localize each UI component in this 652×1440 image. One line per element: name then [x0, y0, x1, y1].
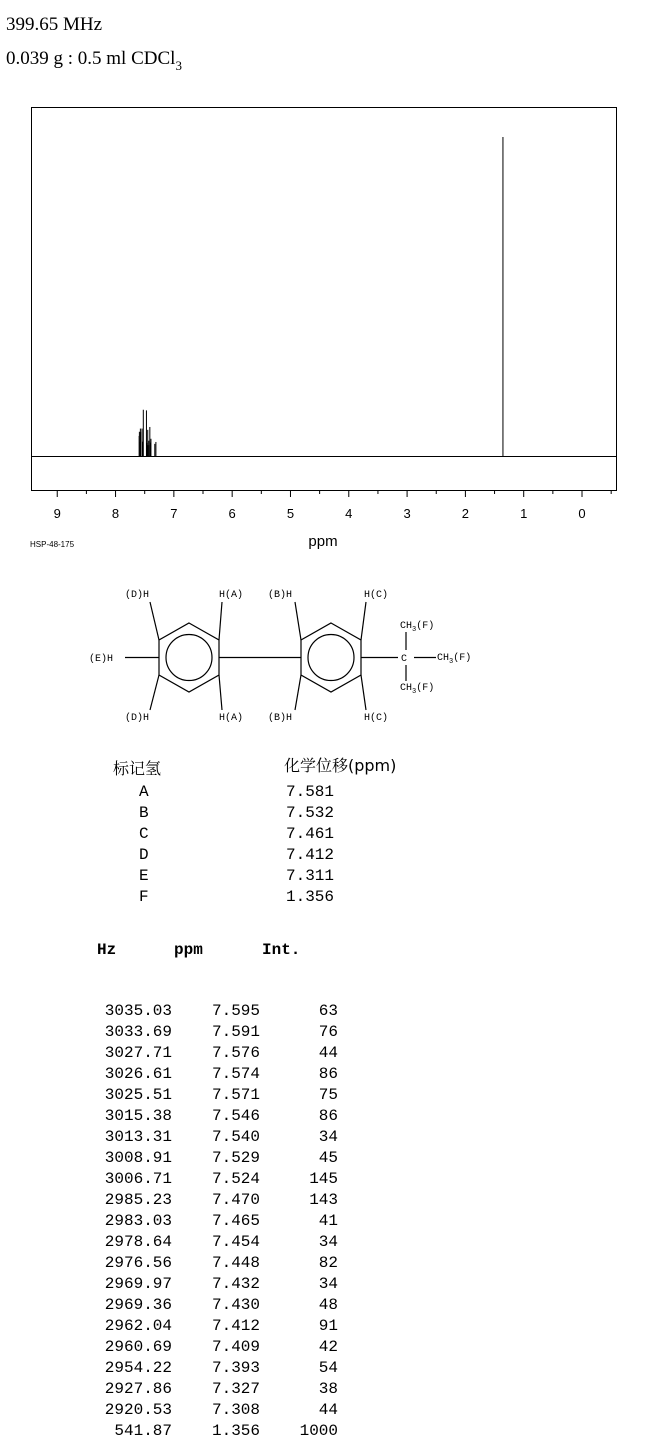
peak-ppm: 7.430	[211, 1296, 260, 1314]
peak-hz: 2978.64	[104, 1233, 172, 1251]
peak-ppm: 7.574	[211, 1065, 260, 1083]
peak-intensity: 34	[318, 1233, 338, 1251]
peak-intensity: 86	[318, 1107, 338, 1125]
peak-ppm: 7.524	[211, 1170, 260, 1188]
peak-hz: 3013.31	[104, 1128, 172, 1146]
label-e: (E)H	[89, 654, 114, 665]
peak-intensity: 91	[318, 1317, 338, 1335]
peak-hz: 2969.97	[104, 1275, 172, 1293]
x-tick-label: 3	[403, 506, 411, 521]
peak-intensity: 86	[318, 1065, 338, 1083]
x-tick-label: 9	[53, 506, 61, 521]
peak-ppm: 7.571	[211, 1086, 260, 1104]
shift-row-label: D	[139, 846, 149, 864]
peak-intensity: 143	[309, 1191, 338, 1209]
shift-row-value: 7.581	[286, 783, 335, 801]
peak-ppm: 7.454	[211, 1233, 260, 1251]
right-benzene-ring	[301, 623, 361, 692]
peak-intensity: 75	[318, 1086, 338, 1104]
peak-hz: 2983.03	[104, 1212, 172, 1230]
peak-hz: 3006.71	[104, 1170, 172, 1188]
peak-hz: 3035.03	[104, 1002, 172, 1020]
peak-intensity: 44	[318, 1044, 338, 1062]
peak-intensity: 41	[318, 1212, 338, 1230]
peak-intensity: 38	[318, 1380, 338, 1398]
peak-intensity: 82	[318, 1254, 338, 1272]
right-aromatic-circle	[308, 635, 354, 681]
peak-hz: 2920.53	[104, 1401, 172, 1419]
peak-hz: 2969.36	[104, 1296, 172, 1314]
peak-ppm: 7.327	[211, 1380, 260, 1398]
peak-ppm: 7.470	[211, 1191, 260, 1209]
shift-row-label: F	[139, 888, 149, 906]
shift-row-value: 7.412	[286, 846, 335, 864]
peak-ppm: 7.576	[211, 1044, 260, 1062]
peak-ppm: 7.529	[211, 1149, 260, 1167]
peak-ppm: 7.432	[211, 1275, 260, 1293]
peak-ppm: 7.546	[211, 1107, 260, 1125]
label-c-top: H(C)	[364, 590, 389, 601]
left-benzene-ring	[159, 623, 219, 692]
label-d-top: (D)H	[125, 590, 150, 601]
spectrometer-frequency: 399.65 MHz	[6, 14, 103, 35]
peak-ppm: 7.448	[211, 1254, 260, 1272]
structure-bonds	[125, 602, 436, 710]
shift-table-label-header: 标记氢	[113, 759, 162, 778]
peak-ppm: 7.540	[211, 1128, 260, 1146]
peak-hz: 2960.69	[104, 1338, 172, 1356]
peak-header-ppm: ppm	[174, 941, 203, 959]
shift-row-value: 7.532	[286, 804, 335, 822]
x-tick-label: 1	[520, 506, 528, 521]
peak-ppm: 7.409	[211, 1338, 260, 1356]
peak-ppm: 7.412	[211, 1317, 260, 1335]
shift-row-value: 1.356	[286, 888, 335, 906]
x-tick-label: 8	[111, 506, 120, 521]
peak-intensity: 48	[318, 1296, 338, 1314]
peak-intensity: 76	[318, 1023, 338, 1041]
peak-intensity: 44	[318, 1401, 338, 1419]
peak-hz: 3015.38	[104, 1107, 172, 1125]
x-tick-label: 0	[578, 506, 586, 521]
peak-ppm: 7.595	[211, 1002, 260, 1020]
sample-text: 0.039 g : 0.5 ml CDCl	[6, 48, 176, 69]
peak-hz: 2976.56	[104, 1254, 172, 1272]
shift-row-label: C	[139, 825, 149, 843]
peak-hz: 541.87	[114, 1422, 172, 1440]
label-a-top: H(A)	[219, 590, 244, 601]
peak-intensity: 145	[309, 1170, 338, 1188]
peak-hz: 3033.69	[104, 1023, 172, 1041]
peak-intensity: 34	[318, 1128, 338, 1146]
x-tick-label: 2	[461, 506, 470, 521]
peak-intensity: 1000	[299, 1422, 338, 1440]
label-a-bottom: H(A)	[219, 713, 244, 724]
peak-intensity: 54	[318, 1359, 338, 1377]
peak-hz: 2962.04	[104, 1317, 172, 1335]
peak-ppm: 7.465	[211, 1212, 260, 1230]
spectrum-id: HSP-48-175	[30, 540, 75, 549]
peak-hz: 3027.71	[104, 1044, 172, 1062]
label-b-top: (B)H	[268, 590, 293, 601]
x-axis-label: ppm	[308, 533, 338, 550]
peak-hz: 2927.86	[104, 1380, 172, 1398]
peak-header-int: Int.	[262, 941, 301, 959]
peak-header-hz: Hz	[97, 941, 117, 959]
x-tick-label: 6	[228, 506, 236, 521]
methyl-bottom: $CH_3(F)$	[400, 683, 435, 696]
peak-hz: 2954.22	[104, 1359, 172, 1377]
shift-table-shift-header: 化学位移(ppm)	[284, 756, 397, 775]
peak-hz: 3008.91	[104, 1149, 172, 1167]
peak-ppm: 1.356	[211, 1422, 260, 1440]
x-tick-label: 4	[345, 506, 353, 521]
peak-intensity: 42	[318, 1338, 338, 1356]
label-b-bottom: (B)H	[268, 713, 293, 724]
peak-hz: 2985.23	[104, 1191, 172, 1209]
methyl-top: $CH_3(F)$	[400, 621, 435, 634]
sample-subscript: 3	[175, 58, 182, 73]
label-c-bottom: H(C)	[364, 713, 389, 724]
shift-row-value: 7.461	[286, 825, 335, 843]
shift-row-label: B	[139, 804, 149, 822]
quaternary-carbon-label: C	[401, 654, 408, 665]
peak-hz: 3025.51	[104, 1086, 172, 1104]
x-tick-label: 7	[170, 506, 178, 521]
x-tick-label: 5	[286, 506, 295, 521]
left-aromatic-circle	[166, 635, 212, 681]
peak-ppm: 7.591	[211, 1023, 260, 1041]
peak-intensity: 63	[318, 1002, 338, 1020]
shift-row-label: A	[139, 783, 149, 801]
peak-ppm: 7.308	[211, 1401, 260, 1419]
peak-intensity: 34	[318, 1275, 338, 1293]
methyl-middle: $CH_3(F)$	[437, 653, 472, 666]
peak-ppm: 7.393	[211, 1359, 260, 1377]
shift-row-label: E	[139, 867, 149, 885]
peak-hz: 3026.61	[104, 1065, 172, 1083]
shift-row-value: 7.311	[286, 867, 335, 885]
label-d-bottom: (D)H	[125, 713, 150, 724]
peak-intensity: 45	[318, 1149, 338, 1167]
